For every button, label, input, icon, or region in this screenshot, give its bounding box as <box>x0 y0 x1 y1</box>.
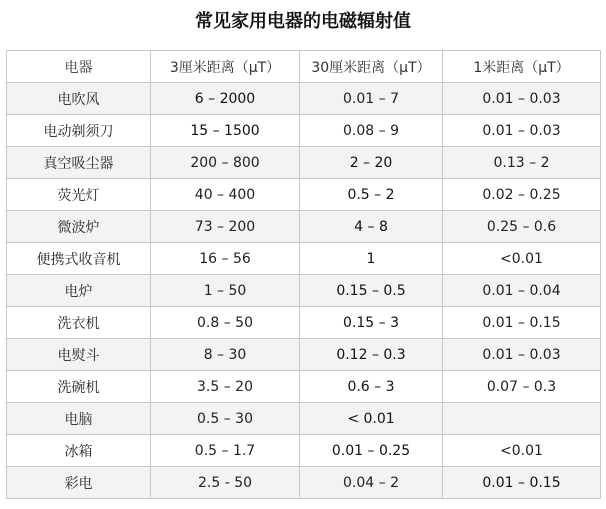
cell-1m: 0.25 – 0.6 <box>443 211 601 243</box>
table-row <box>7 275 601 307</box>
table-row <box>7 83 601 115</box>
table-row <box>7 339 601 371</box>
cell-appliance: 微波炉 <box>7 211 151 243</box>
cell-appliance: 荧光灯 <box>7 179 151 211</box>
cell-1m: 0.01 – 0.03 <box>443 115 601 147</box>
cell-30cm: 0.04 – 2 <box>300 467 443 499</box>
cell-1m: 0.01 – 0.04 <box>443 275 601 307</box>
cell-3cm: 73 – 200 <box>151 211 300 243</box>
cell-3cm: 3.5 – 20 <box>151 371 300 403</box>
cell-30cm: < 0.01 <box>300 403 443 435</box>
table-row <box>7 467 601 499</box>
table-row <box>7 179 601 211</box>
table-row <box>7 115 601 147</box>
cell-3cm: 40 – 400 <box>151 179 300 211</box>
cell-appliance: 便携式收音机 <box>7 243 151 275</box>
cell-1m: 0.01 – 0.15 <box>443 467 601 499</box>
header-appliance: 电器 <box>7 51 151 83</box>
cell-30cm: 1 <box>300 243 443 275</box>
cell-1m: 0.01 – 0.15 <box>443 307 601 339</box>
cell-30cm: 4 – 8 <box>300 211 443 243</box>
table-row <box>7 243 601 275</box>
cell-3cm: 200 – 800 <box>151 147 300 179</box>
cell-3cm: 0.5 – 30 <box>151 403 300 435</box>
header-1m: 1米距离（μT） <box>443 51 601 83</box>
cell-30cm: 0.15 – 0.5 <box>300 275 443 307</box>
table-row <box>7 371 601 403</box>
cell-30cm: 0.12 – 0.3 <box>300 339 443 371</box>
cell-1m: <0.01 <box>443 435 601 467</box>
page-title: 常见家用电器的电磁辐射值 <box>195 11 411 32</box>
cell-3cm: 15 – 1500 <box>151 115 300 147</box>
cell-1m: 0.02 – 0.25 <box>443 179 601 211</box>
cell-1m: 0.01 – 0.03 <box>443 339 601 371</box>
cell-1m: <0.01 <box>443 243 601 275</box>
cell-3cm: 8 – 30 <box>151 339 300 371</box>
cell-appliance: 洗衣机 <box>7 307 151 339</box>
table-row <box>7 307 601 339</box>
cell-3cm: 6 – 2000 <box>151 83 300 115</box>
table-row <box>7 147 601 179</box>
header-30cm: 30厘米距离（μT） <box>300 51 443 83</box>
table-row <box>7 435 601 467</box>
cell-30cm: 0.6 – 3 <box>300 371 443 403</box>
table-row <box>7 403 601 435</box>
cell-1m: 0.13 – 2 <box>443 147 601 179</box>
cell-appliance: 电动剃须刀 <box>7 115 151 147</box>
cell-3cm: 1 – 50 <box>151 275 300 307</box>
cell-appliance: 洗碗机 <box>7 371 151 403</box>
cell-3cm: 16 – 56 <box>151 243 300 275</box>
cell-3cm: 2.5 - 50 <box>151 467 300 499</box>
cell-appliance: 真空吸尘器 <box>7 147 151 179</box>
cell-30cm: 0.08 – 9 <box>300 115 443 147</box>
cell-1m: 0.07 – 0.3 <box>443 371 601 403</box>
cell-appliance: 彩电 <box>7 467 151 499</box>
table-row <box>7 211 601 243</box>
emf-table <box>6 50 601 499</box>
cell-30cm: 0.01 – 0.25 <box>300 435 443 467</box>
cell-1m: 0.01 – 0.03 <box>443 83 601 115</box>
cell-3cm: 0.8 – 50 <box>151 307 300 339</box>
cell-appliance: 电脑 <box>7 403 151 435</box>
cell-appliance: 电熨斗 <box>7 339 151 371</box>
cell-1m <box>443 403 601 435</box>
header-3cm: 3厘米距离（μT） <box>151 51 300 83</box>
cell-30cm: 0.5 – 2 <box>300 179 443 211</box>
cell-appliance: 电吹风 <box>7 83 151 115</box>
cell-30cm: 0.01 – 7 <box>300 83 443 115</box>
header-row <box>7 51 601 83</box>
cell-30cm: 2 – 20 <box>300 147 443 179</box>
cell-3cm: 0.5 – 1.7 <box>151 435 300 467</box>
cell-appliance: 冰箱 <box>7 435 151 467</box>
cell-30cm: 0.15 – 3 <box>300 307 443 339</box>
cell-appliance: 电炉 <box>7 275 151 307</box>
